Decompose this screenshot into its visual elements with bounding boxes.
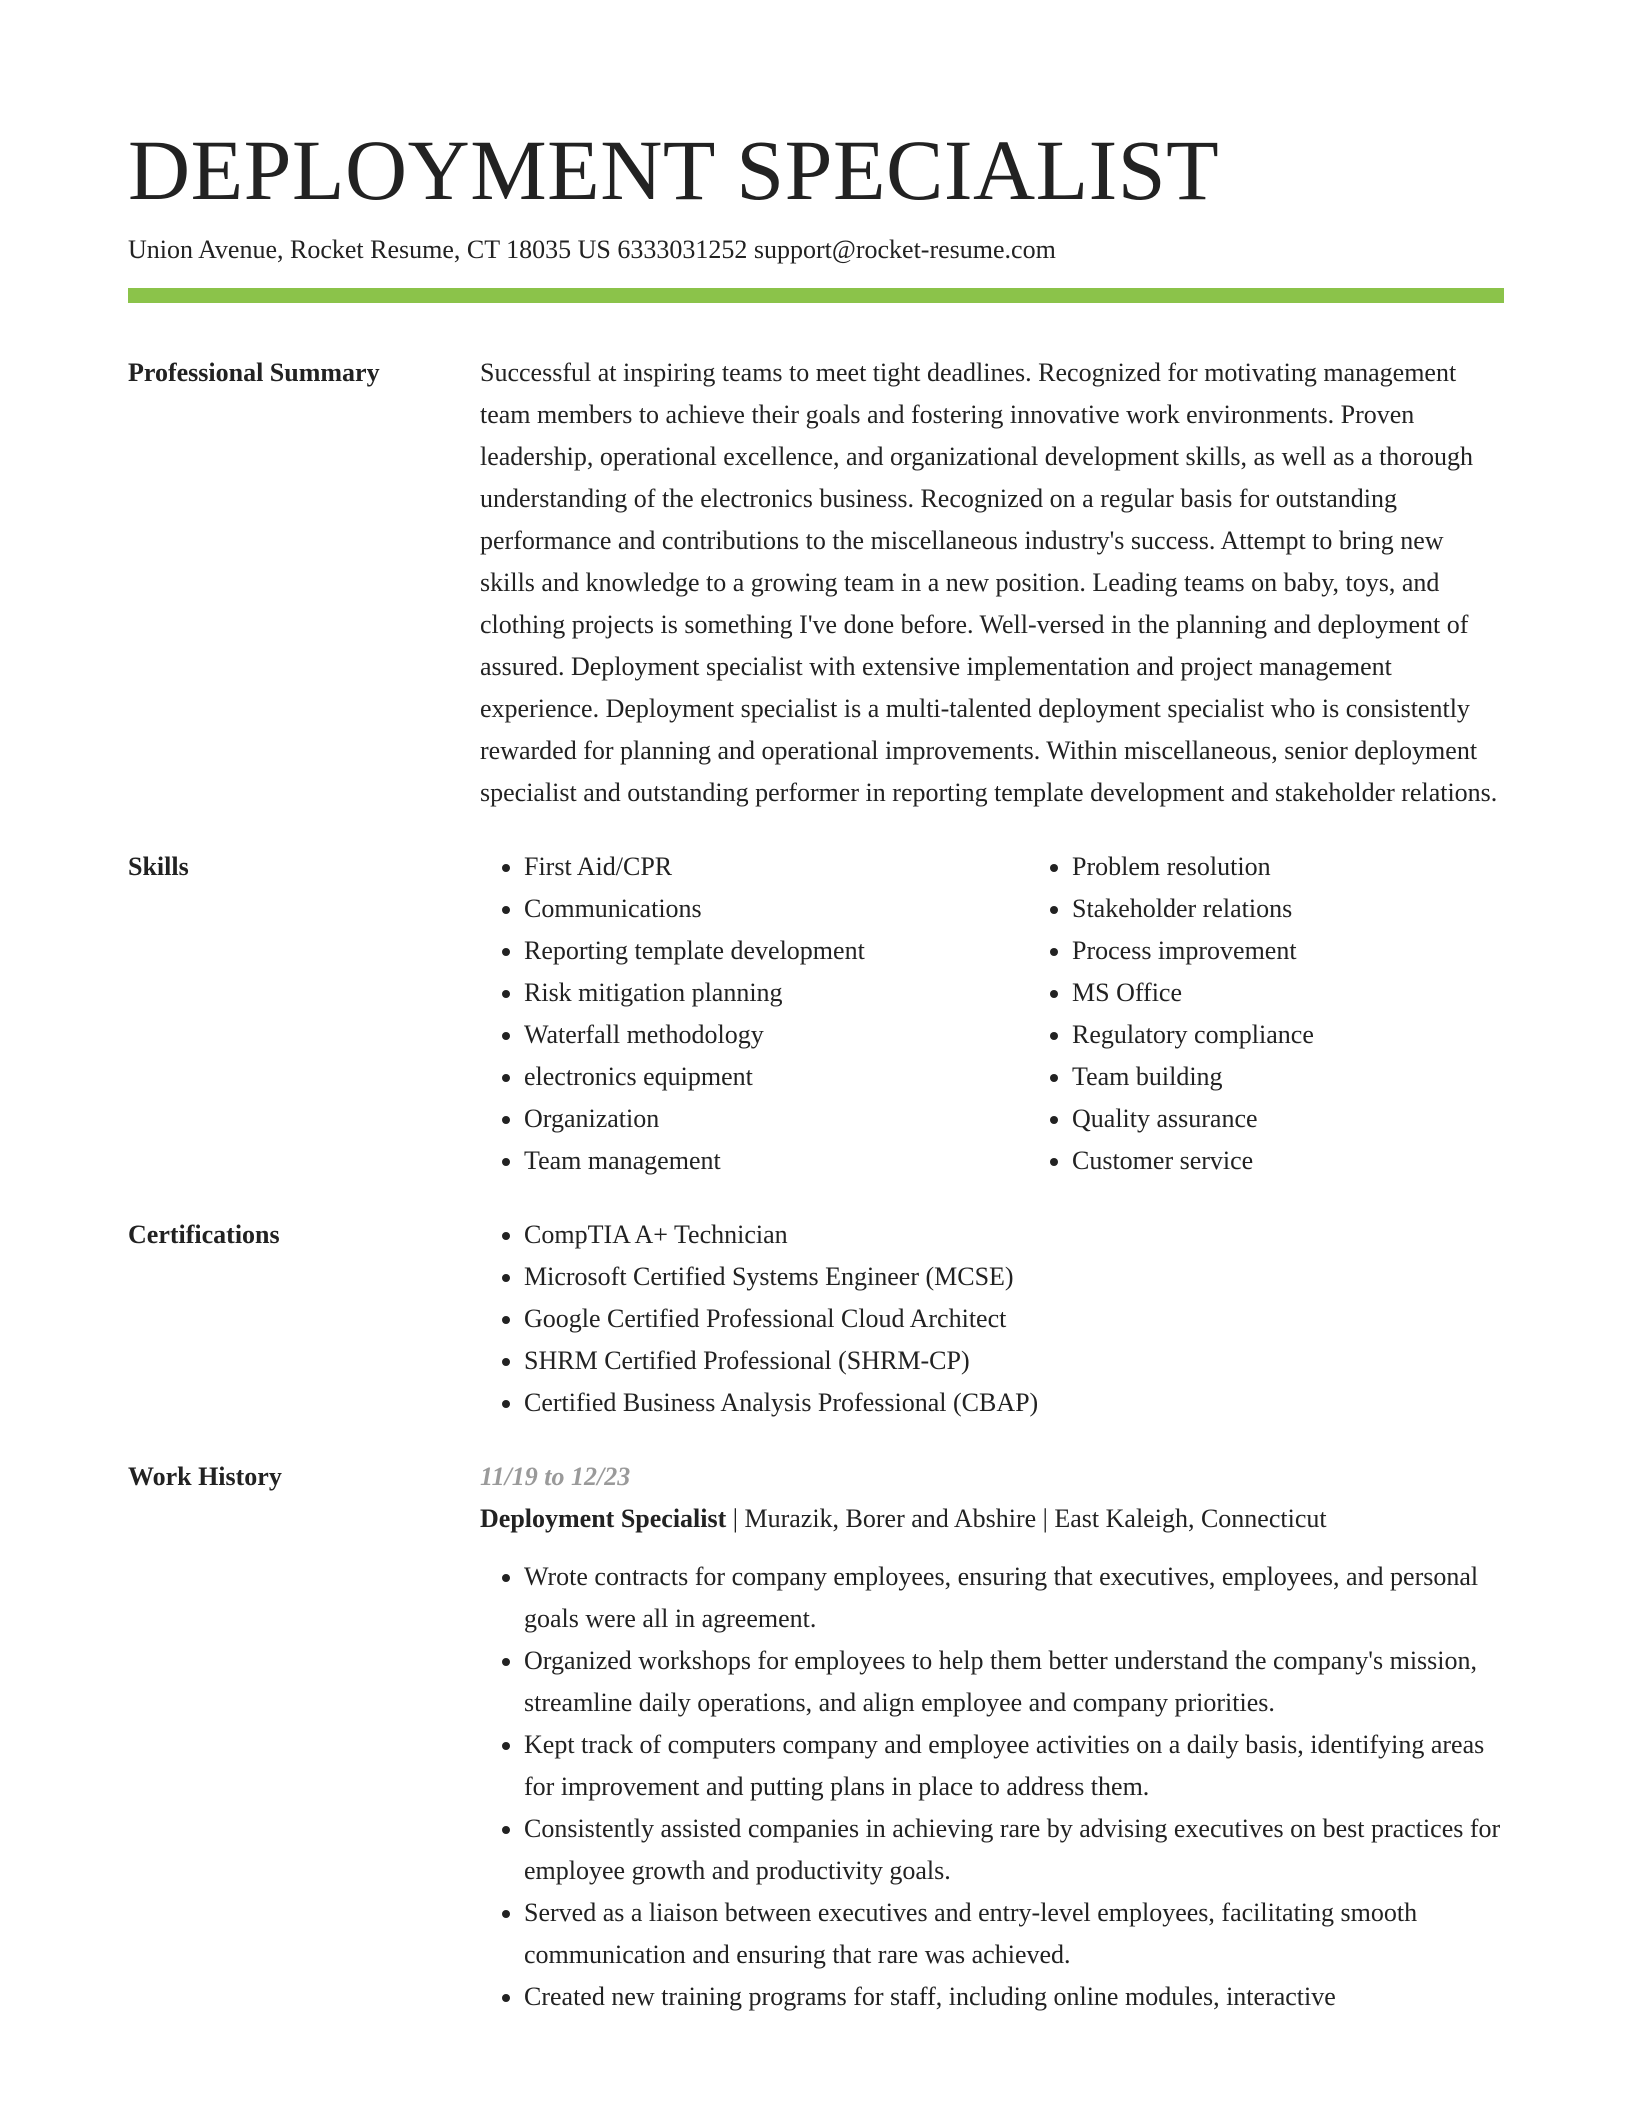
skill-item: • Organization [524,1098,1028,1140]
job-bullet-list [480,1556,1504,2018]
skill-item: • Customer service [1072,1140,1576,1182]
skill-item: • Stakeholder relations [1072,888,1576,930]
skill-item: • First Aid/CPR [524,846,1028,888]
certifications-heading: Certifications [128,1220,280,1249]
job-dates: 11/19 to 12/23 [480,1462,631,1491]
skills-section [128,846,1504,1182]
skills-columns [480,846,1576,1182]
summary-section [128,352,1504,814]
certification-item: • Certified Business Analysis Professional (CBAP) [524,1382,1504,1424]
certification-item: • Microsoft Certified Systems Engineer (MCSE) [524,1256,1504,1298]
summary-heading: Professional Summary [128,358,380,387]
work-history-body [480,1456,1504,2018]
skills-list-left [480,846,1028,1182]
job-bullet: • Wrote contracts for company employees, ensuring that executives, employees, and personal goals were all in agreement. [524,1556,1504,1640]
skill-item: • Reporting template development [524,930,1028,972]
skill-item: • Communications [524,888,1028,930]
skills-list-right [1028,846,1576,1182]
summary-text: Successful at inspiring teams to meet tight deadlines. Recognized for motivating management team members to achieve their goals and fostering innovative work environments. Proven leadership, operational excellence, and organizational development skills, as well as a thorough understanding of the electronics business. Recognized on a regular basis for outstanding performance and contributions to the miscellaneous industry's success. Attempt to bring new skills and knowledge to a growing team in a new position. Leading teams on baby, toys, and clothing projects is something I've done before. Well-versed in the planning and deployment of assured. Deployment specialist with extensive implementation and project management experience. Deployment specialist is a multi-talented deployment specialist who is consistently rewarded for planning and operational improvements. Within miscellaneous, senior deployment specialist and outstanding performer in reporting template development and stakeholder relations. [480,358,1498,807]
skill-item: • Risk mitigation planning [524,972,1028,1014]
job-bullet: • Served as a liaison between executives and entry-level employees, facilitating smooth communication and ensuring that rare was achieved. [524,1892,1504,1976]
job-bullet: • Consistently assisted companies in achieving rare by advising executives on best practices for employee growth and productivity goals. [524,1808,1504,1892]
skill-item: • Team building [1072,1056,1576,1098]
job-bullet: • Kept track of computers company and employee activities on a daily basis, identifying areas for improvement and putting plans in place to address them. [524,1724,1504,1808]
resume-page [128,0,1504,2018]
job-bullet: • Organized workshops for employees to help them better understand the company's mission, streamline daily operations, and align employee and company priorities. [524,1640,1504,1724]
certifications-section [128,1214,1504,1424]
resume-name: DEPLOYMENT SPECIALIST [128,122,1220,218]
certification-item: • SHRM Certified Professional (SHRM-CP) [524,1340,1504,1382]
skill-item: • Process improvement [1072,930,1576,972]
skill-item: • MS Office [1072,972,1576,1014]
job-line [480,1498,1504,1540]
certifications-list [480,1214,1504,1424]
job-title: Deployment Specialist [480,1504,727,1533]
certification-item: • Google Certified Professional Cloud Architect [524,1298,1504,1340]
job-bullet: • Created new training programs for staff, including online modules, interactive [524,1976,1504,2018]
certifications-body [480,1214,1504,1424]
skills-heading: Skills [128,852,189,881]
skill-item: • Problem resolution [1072,846,1576,888]
work-history-section [128,1456,1504,2018]
job-employer-location: | Murazik, Borer and Abshire | East Kaleigh, Connecticut [726,1504,1327,1533]
work-history-heading: Work History [128,1462,282,1491]
contact-line: Union Avenue, Rocket Resume, CT 18035 US 6333031252 support@rocket-resume.com [128,235,1056,264]
skill-item: • electronics equipment [524,1056,1028,1098]
skill-item: • Regulatory compliance [1072,1014,1576,1056]
skill-item: • Team management [524,1140,1028,1182]
certification-item: • CompTIA A+ Technician [524,1214,1504,1256]
accent-divider [128,288,1504,303]
skill-item: • Waterfall methodology [524,1014,1028,1056]
skill-item: • Quality assurance [1072,1098,1576,1140]
